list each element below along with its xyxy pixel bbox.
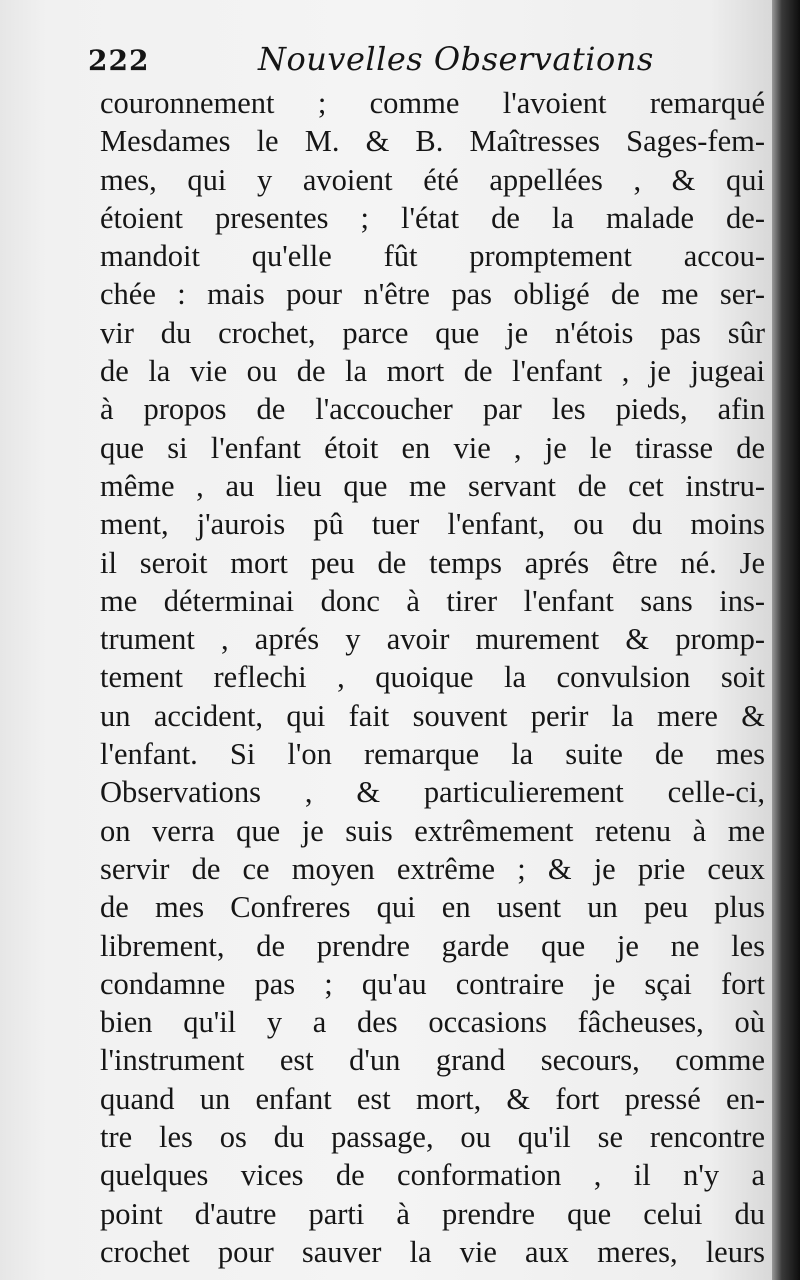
text-line: l'instrument est d'un grand secours, comme — [100, 1043, 765, 1078]
page-edge-shadow — [772, 0, 800, 1280]
page-number: 222 — [88, 44, 150, 77]
text-line: à propos de l'accoucher par les pieds, afin — [100, 392, 765, 427]
text-line: couronnement ; comme l'avoient remarqué — [100, 86, 765, 120]
text-line: quand un enfant est mort, & fort pressé en- — [100, 1081, 765, 1116]
text-line: chée : mais pour n'être pas obligé de me ser- — [100, 277, 765, 312]
text-line: Mesdames le M. & B. Maîtresses Sages-fem- — [100, 124, 765, 159]
text-line: trument , aprés y avoir murement & promp- — [100, 622, 765, 657]
text-line: l'enfant. Si l'on remarque la suite de mes — [100, 737, 765, 772]
text-line: quelques vices de conformation , il n'y a — [100, 1158, 765, 1193]
text-line: tement reflechi , quoique la convulsion soit — [100, 660, 765, 695]
text-line: tre les os du passage, ou qu'il se rencontre — [100, 1120, 765, 1155]
text-line: servir de ce moyen extrême ; & je prie ceux — [100, 851, 765, 886]
text-line: un accident, qui fait souvent perir la mere & — [100, 698, 765, 733]
text-line: ment, j'aurois pû tuer l'enfant, ou du moins — [100, 507, 765, 542]
text-line: condamne pas ; qu'au contraire je sçai fort — [100, 966, 765, 1001]
text-line: Observations , & particulierement celle-ci, — [100, 775, 765, 810]
text-line: il seroit mort peu de temps aprés être né. Je — [100, 545, 765, 580]
text-line: crochet pour sauver la vie aux meres, leurs — [100, 1234, 765, 1269]
text-line: me déterminai donc à tirer l'enfant sans ins- — [100, 583, 765, 618]
text-line: même , au lieu que me servant de cet instru- — [100, 468, 765, 503]
text-line: étoient presentes ; l'état de la malade de- — [100, 200, 765, 235]
text-line: on verra que je suis extrêmement retenu à me — [100, 813, 765, 848]
text-line: de mes Confreres qui en usent un peu plus — [100, 890, 765, 925]
text-line: que si l'enfant étoit en vie , je le tirasse de — [100, 430, 765, 465]
text-line: vir du crochet, parce que je n'étois pas sûr — [100, 315, 765, 350]
text-line: de la vie ou de la mort de l'enfant , je jugeai — [100, 354, 765, 389]
text-line: librement, de prendre garde que je ne les — [100, 928, 765, 963]
text-line: point d'autre parti à prendre que celui du — [100, 1196, 765, 1231]
text-line: mes, qui y avoient été appellées , & qui — [100, 162, 765, 197]
text-line: mandoit qu'elle fût promptement accou- — [100, 239, 765, 274]
body-text — [100, 84, 765, 1271]
text-line: bien qu'il y a des occasions fâcheuses, où — [100, 1005, 765, 1040]
running-head: Nouvelles Observations — [258, 40, 654, 78]
